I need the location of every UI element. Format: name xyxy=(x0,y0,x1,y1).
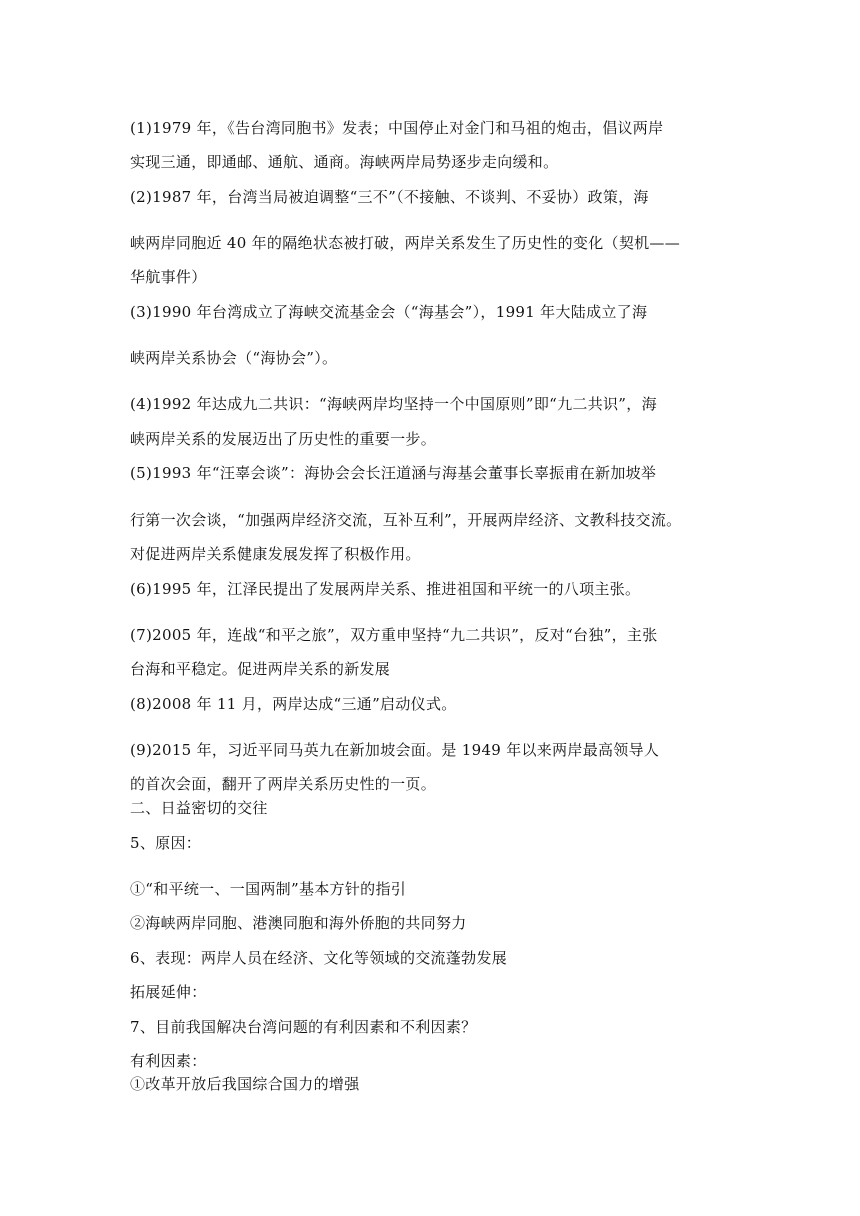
section-heading: 二、日益密切的交往 xyxy=(130,799,268,817)
list-item: ①改革开放后我国综合国力的增强 xyxy=(130,1075,360,1093)
text-line: (4)1992 年达成九二共识：“海峡两岸均坚持一个中国原则”即“九二共识”，海 xyxy=(130,395,657,413)
text-line: (8)2008 年 11 月，两岸达成“三通”启动仪式。 xyxy=(130,695,457,713)
text-line: (1)1979 年，《告台湾同胞书》发表；中国停止对金门和马祖的炮击，倡议两岸 xyxy=(130,119,664,137)
question-line: 7、目前我国解决台湾问题的有利因素和不利因素？ xyxy=(130,1018,477,1036)
text-line: 峡两岸关系协会（“海协会”）。 xyxy=(130,349,338,367)
text-line: 实现三通，即通邮、通航、通商。海峡两岸局势逐步走向缓和。 xyxy=(130,153,559,171)
text-line: 峡两岸关系的发展迈出了历史性的重要一步。 xyxy=(130,430,437,448)
text-line: 有利因素： xyxy=(130,1052,207,1070)
text-line: 台海和平稳定。促进两岸关系的新发展 xyxy=(130,660,391,678)
list-item: ①“和平统一、一国两制”基本方针的指引 xyxy=(130,880,407,898)
text-line: (3)1990 年台湾成立了海峡交流基金会（“海基会”），1991 年大陆成立了海 xyxy=(130,303,648,321)
text-line: 5、原因： xyxy=(130,834,202,852)
text-line: 峡两岸同胞近 40 年的隔绝状态被打破，两岸关系发生了历史性的变化（契机—— xyxy=(130,234,681,252)
text-line: 华航事件） xyxy=(130,268,207,286)
text-line: (7)2005 年，连战“和平之旅”，双方重申坚持“九二共识”，反对“台独”，主张 xyxy=(130,626,658,644)
text-line: 行第一次会谈，“加强两岸经济交流，互补互利”，开展两岸经济、文教科技交流。 xyxy=(130,511,682,529)
text-line: (2)1987 年，台湾当局被迫调整“三不”（不接触、不谈判、不妥协）政策，海 xyxy=(130,188,649,206)
text-line: (6)1995 年，江泽民提出了发展两岸关系、推进祖国和平统一的八项主张。 xyxy=(130,580,641,598)
text-line: (5)1993 年“汪辜会谈”：海协会会长汪道涵与海基会董事长辜振甫在新加坡举 xyxy=(130,464,657,482)
text-line: 的首次会面，翻开了两岸关系历史性的一页。 xyxy=(130,775,437,793)
list-item: ②海峡两岸同胞、港澳同胞和海外侨胞的共同努力 xyxy=(130,914,467,932)
text-line: 拓展延伸： xyxy=(130,983,207,1001)
text-line: 6、表现：两岸人员在经济、文化等领域的交流蓬勃发展 xyxy=(130,949,508,967)
text-line: (9)2015 年，习近平同马英九在新加坡会面。是 1949 年以来两岸最高领导人 xyxy=(130,741,660,759)
text-line: 对促进两岸关系健康发展发挥了积极作用。 xyxy=(130,545,421,563)
